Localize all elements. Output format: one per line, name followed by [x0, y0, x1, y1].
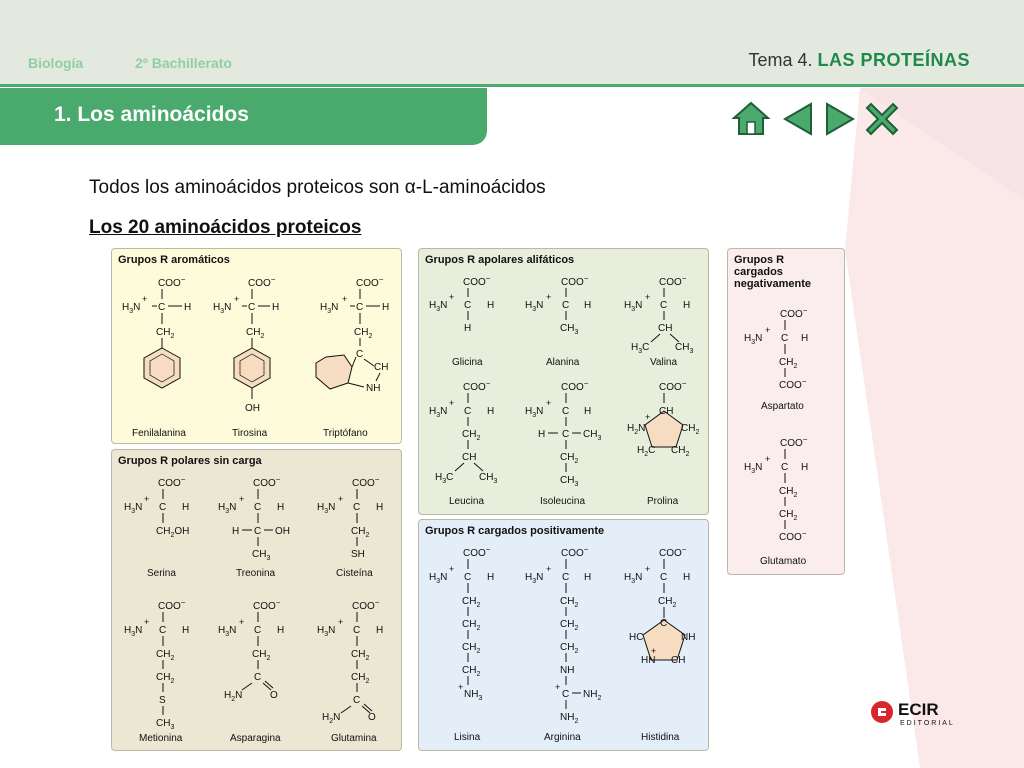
- svg-text:+: +: [645, 412, 651, 422]
- svg-text:CH2: $CH_2$: [252, 649, 271, 662]
- svg-text:H: H: [584, 572, 592, 583]
- svg-text:+: +: [458, 682, 464, 692]
- panel-title: Grupos R polares sin carga: [118, 455, 262, 467]
- svg-text:Glutamato: Glutamato: [760, 556, 807, 567]
- svg-text:H: H: [464, 323, 472, 334]
- svg-text:C: C: [464, 572, 472, 583]
- svg-text:CH2: $CH_2$: [462, 596, 481, 609]
- svg-text:COO−: COO−: [659, 379, 687, 393]
- svg-text:Aspartato: Aspartato: [761, 401, 804, 412]
- svg-text:Cisteína: Cisteína: [336, 568, 373, 579]
- svg-text:CH2: $CH_2$: [779, 509, 798, 522]
- breadcrumb-subject: Biología: [28, 55, 84, 71]
- svg-text:H2C: $H_2C$: [637, 445, 656, 458]
- svg-text:CH2: $CH_2$: [156, 649, 175, 662]
- svg-text:NH: NH: [560, 665, 575, 676]
- svg-text:H3N: $H_3N$: [525, 406, 544, 419]
- svg-text:CH3: $CH_3$: [252, 549, 271, 562]
- svg-text:COO−: COO−: [659, 274, 687, 288]
- svg-text:+: +: [342, 294, 348, 304]
- svg-text:+: +: [239, 617, 245, 627]
- next-arrow-icon[interactable]: [823, 100, 857, 138]
- svg-text:Triptófano: Triptófano: [323, 428, 368, 439]
- svg-text:Metionina: Metionina: [139, 733, 183, 744]
- svg-text:OH: OH: [275, 526, 290, 537]
- svg-text:Treonina: Treonina: [236, 568, 276, 579]
- panel-title-line: cargados: [734, 266, 783, 278]
- svg-text:CH: CH: [658, 323, 673, 334]
- svg-text:CH3: $CH_3$: [560, 475, 579, 488]
- svg-text:Glutamina: Glutamina: [331, 733, 377, 744]
- svg-text:CH2: $CH_2$: [462, 619, 481, 632]
- svg-text:CH2: $CH_2$: [462, 429, 481, 442]
- svg-text:C: C: [248, 302, 256, 313]
- svg-text:COO−: COO−: [561, 545, 589, 559]
- svg-text:H3N: $H_3N$: [429, 406, 448, 419]
- svg-text:H3N: $H_3N$: [744, 333, 763, 346]
- svg-text:NH2: $NH_2$: [583, 689, 602, 702]
- svg-text:+: +: [449, 564, 455, 574]
- svg-text:C: C: [464, 300, 472, 311]
- svg-text:CH2: $CH_2$: [351, 672, 370, 685]
- svg-text:COO−: COO−: [352, 475, 380, 489]
- svg-text:H3N: $H_3N$: [429, 572, 448, 585]
- svg-text:H: H: [801, 333, 809, 344]
- svg-text:S: S: [159, 695, 166, 706]
- svg-text:+: +: [765, 454, 771, 464]
- svg-text:H3N: $H_3N$: [525, 300, 544, 313]
- svg-text:CH2: $CH_2$: [246, 327, 265, 340]
- svg-text:C: C: [254, 672, 262, 683]
- svg-text:C: C: [660, 300, 668, 311]
- svg-text:C: C: [159, 625, 167, 636]
- svg-text:C: C: [660, 618, 668, 629]
- positive-structures: [419, 520, 708, 750]
- svg-text:CH2: $CH_2$: [351, 526, 370, 539]
- panel-polar: [111, 449, 402, 751]
- svg-text:H: H: [184, 302, 192, 313]
- svg-text:CH2: $CH_2$: [658, 596, 677, 609]
- svg-text:NH3: $NH_3$: [464, 689, 483, 702]
- svg-text:H: H: [538, 429, 546, 440]
- svg-text:COO−: COO−: [463, 545, 491, 559]
- svg-text:CH: CH: [374, 362, 389, 373]
- svg-text:C: C: [464, 406, 472, 417]
- svg-text:Leucina: Leucina: [449, 496, 485, 507]
- svg-text:H3N: $H_3N$: [744, 462, 763, 475]
- svg-text:H3N: $H_3N$: [218, 625, 237, 638]
- svg-text:CH: CH: [659, 406, 674, 417]
- svg-text:Serina: Serina: [147, 568, 176, 579]
- svg-text:CH2: $CH_2$: [560, 619, 579, 632]
- svg-text:C: C: [254, 526, 262, 537]
- svg-text:C: C: [158, 302, 166, 313]
- svg-text:H3C: $H_3C$: [631, 342, 650, 355]
- svg-text:Lisina: Lisina: [454, 732, 481, 743]
- topic-heading: [748, 50, 970, 71]
- svg-text:H3N: $H_3N$: [624, 572, 643, 585]
- svg-text:CH2: $CH_2$: [156, 672, 175, 685]
- svg-text:C: C: [356, 302, 364, 313]
- svg-text:CH2: $CH_2$: [681, 423, 700, 436]
- panel-negative: [727, 248, 845, 575]
- svg-text:H: H: [182, 502, 190, 513]
- close-icon[interactable]: [863, 100, 901, 138]
- svg-text:COO−: COO−: [158, 598, 186, 612]
- svg-text:Fenilalanina: Fenilalanina: [132, 428, 186, 439]
- negative-structures: [728, 249, 844, 574]
- panel-title: Grupos R cargados positivamente: [425, 525, 605, 537]
- svg-text:+: +: [645, 292, 651, 302]
- svg-text:CH2: $CH_2$: [560, 596, 579, 609]
- section-title: 1. Los aminoácidos: [54, 103, 249, 126]
- svg-text:C: C: [356, 349, 364, 360]
- svg-text:+: +: [142, 294, 148, 304]
- svg-text:CH2OH: $CH_2OH$: [156, 526, 190, 539]
- svg-text:+: +: [645, 564, 651, 574]
- svg-text:+: +: [144, 494, 150, 504]
- panel-apolar: [418, 248, 709, 515]
- svg-text:Prolina: Prolina: [647, 496, 679, 507]
- svg-text:H3N: $H_3N$: [317, 502, 336, 515]
- svg-text:+: +: [338, 494, 344, 504]
- svg-text:CH: CH: [671, 655, 686, 666]
- svg-text:H3N: $H_3N$: [320, 302, 339, 315]
- svg-text:Valina: Valina: [650, 357, 678, 368]
- svg-text:Isoleucina: Isoleucina: [540, 496, 586, 507]
- svg-text:H3N: $H_3N$: [317, 625, 336, 638]
- svg-text:H3N: $H_3N$: [218, 502, 237, 515]
- svg-text:O: O: [270, 690, 278, 701]
- svg-text:CH2: $CH_2$: [779, 486, 798, 499]
- svg-text:COO−: COO−: [253, 475, 281, 489]
- panel-positive: [418, 519, 709, 751]
- svg-text:H: H: [376, 625, 384, 636]
- polar-structures: [112, 450, 401, 750]
- intro-text: Todos los aminoácidos proteicos son α-L-aminoácidos: [89, 177, 546, 198]
- svg-text:Glicina: Glicina: [452, 357, 483, 368]
- svg-text:Tirosina: Tirosina: [232, 428, 268, 439]
- svg-text:+: +: [239, 494, 245, 504]
- svg-text:CH3: $CH_3$: [675, 342, 694, 355]
- svg-text:CH2: $CH_2$: [560, 452, 579, 465]
- svg-text:COO−: COO−: [659, 545, 687, 559]
- svg-text:CH2: $CH_2$: [779, 357, 798, 370]
- svg-text:+: +: [546, 398, 552, 408]
- svg-text:H: H: [277, 625, 285, 636]
- svg-text:H: H: [277, 502, 285, 513]
- svg-text:H: H: [232, 526, 240, 537]
- svg-text:H: H: [376, 502, 384, 513]
- svg-text:C: C: [159, 502, 167, 513]
- svg-text:CH2: $CH_2$: [462, 665, 481, 678]
- svg-text:COO−: COO−: [463, 274, 491, 288]
- svg-text:CH2: $CH_2$: [351, 649, 370, 662]
- svg-text:H3N: $H_3N$: [124, 502, 143, 515]
- svg-text:C: C: [353, 695, 361, 706]
- svg-text:H: H: [487, 406, 495, 417]
- svg-text:Alanina: Alanina: [546, 357, 580, 368]
- panel-title-line: negativamente: [734, 278, 812, 290]
- svg-text:COO−: COO−: [352, 598, 380, 612]
- prev-arrow-icon[interactable]: [781, 100, 815, 138]
- svg-text:H: H: [382, 302, 390, 313]
- svg-text:CH3: $CH_3$: [479, 472, 498, 485]
- svg-text:+: +: [234, 294, 240, 304]
- svg-text:H: H: [182, 625, 190, 636]
- svg-text:CH2: $CH_2$: [671, 445, 690, 458]
- svg-text:H: H: [272, 302, 280, 313]
- svg-text:COO−: COO−: [158, 475, 186, 489]
- svg-text:CH3: $CH_3$: [156, 718, 175, 731]
- svg-text:H2N: $H_2N$: [627, 423, 646, 436]
- svg-text:+: +: [144, 617, 150, 627]
- svg-text:C: C: [562, 429, 570, 440]
- svg-text:H: H: [487, 300, 495, 311]
- header-divider: [0, 84, 1024, 87]
- svg-text:NH2: $NH_2$: [560, 712, 579, 725]
- svg-text:CH2: $CH_2$: [354, 327, 373, 340]
- svg-text:COO−: COO−: [463, 379, 491, 393]
- svg-text:H2N: $H_2N$: [322, 712, 341, 725]
- svg-text:CH2: $CH_2$: [462, 642, 481, 655]
- apolar-structures: [419, 249, 708, 514]
- svg-text:SH: SH: [351, 549, 365, 560]
- svg-text:Histidina: Histidina: [641, 732, 680, 743]
- svg-text:COO−: COO−: [779, 529, 807, 543]
- svg-text:H: H: [584, 300, 592, 311]
- svg-text:COO−: COO−: [248, 275, 276, 289]
- svg-text:H3N: $H_3N$: [525, 572, 544, 585]
- panel-aromatic: [111, 248, 402, 444]
- svg-text:NH: NH: [366, 383, 381, 394]
- svg-text:+: +: [555, 682, 561, 692]
- svg-text:H: H: [683, 572, 691, 583]
- panel-title: Grupos R apolares alifáticos: [425, 254, 575, 266]
- svg-text:CH2: $CH_2$: [560, 642, 579, 655]
- svg-text:C: C: [562, 300, 570, 311]
- svg-text:COO−: COO−: [780, 306, 808, 320]
- svg-text:O: O: [368, 712, 376, 723]
- svg-text:COO−: COO−: [561, 379, 589, 393]
- svg-text:HN: HN: [641, 655, 656, 666]
- svg-text:C: C: [781, 333, 789, 344]
- svg-text:ECIR: ECIR: [898, 700, 939, 719]
- svg-text:H3N: $H_3N$: [624, 300, 643, 313]
- svg-text:C: C: [562, 406, 570, 417]
- svg-text:H: H: [683, 300, 691, 311]
- home-icon[interactable]: [731, 100, 771, 138]
- svg-text:+: +: [449, 292, 455, 302]
- svg-text:CH3: $CH_3$: [583, 429, 602, 442]
- panel-title: Grupos R aromáticos: [118, 254, 230, 266]
- svg-text:H: H: [584, 406, 592, 417]
- svg-text:H2N: $H_2N$: [224, 690, 243, 703]
- svg-text:Arginina: Arginina: [544, 732, 581, 743]
- svg-text:CH2: $CH_2$: [156, 327, 175, 340]
- svg-text:H3N: $H_3N$: [124, 625, 143, 638]
- svg-text:HC: HC: [629, 632, 644, 643]
- svg-text:H3C: $H_3C$: [435, 472, 454, 485]
- svg-text:+: +: [338, 617, 344, 627]
- topic-prefix: Tema 4.: [748, 50, 813, 70]
- svg-text:Asparagina: Asparagina: [230, 733, 281, 744]
- svg-text:C: C: [562, 572, 570, 583]
- svg-text:H3N: $H_3N$: [429, 300, 448, 313]
- subheading: Los 20 aminoácidos proteicos: [89, 217, 362, 238]
- svg-text:COO−: COO−: [356, 275, 384, 289]
- svg-text:+: +: [546, 292, 552, 302]
- svg-text:EDITORIAL: EDITORIAL: [900, 720, 955, 727]
- svg-text:H: H: [801, 462, 809, 473]
- svg-text:COO−: COO−: [780, 435, 808, 449]
- svg-text:H: H: [487, 572, 495, 583]
- breadcrumb-course: 2º Bachillerato: [135, 55, 232, 71]
- nav-toolbar: [731, 100, 901, 140]
- svg-text:C: C: [562, 689, 570, 700]
- svg-text:+: +: [449, 398, 455, 408]
- svg-text:CH: CH: [462, 452, 477, 463]
- svg-text:C: C: [254, 625, 262, 636]
- svg-text:C: C: [254, 502, 262, 513]
- svg-text:C: C: [353, 502, 361, 513]
- svg-text:C: C: [660, 572, 668, 583]
- svg-text:COO−: COO−: [561, 274, 589, 288]
- svg-text:H3N: $H_3N$: [122, 302, 141, 315]
- topic-title: LAS PROTEÍNAS: [817, 50, 970, 70]
- aromatic-structures: [112, 249, 401, 443]
- svg-text:C: C: [781, 462, 789, 473]
- svg-text:COO−: COO−: [158, 275, 186, 289]
- svg-text:NH: NH: [681, 632, 696, 643]
- svg-text:+: +: [765, 325, 771, 335]
- svg-text:C: C: [353, 625, 361, 636]
- ecir-logo: [870, 698, 960, 728]
- svg-text:H3N: $H_3N$: [213, 302, 232, 315]
- svg-text:CH3: $CH_3$: [560, 323, 579, 336]
- svg-text:OH: OH: [245, 403, 260, 414]
- svg-text:+: +: [651, 646, 657, 656]
- svg-text:COO−: COO−: [779, 377, 807, 391]
- svg-text:+: +: [546, 564, 552, 574]
- svg-text:COO−: COO−: [253, 598, 281, 612]
- panel-title-line: Grupos R: [734, 254, 785, 266]
